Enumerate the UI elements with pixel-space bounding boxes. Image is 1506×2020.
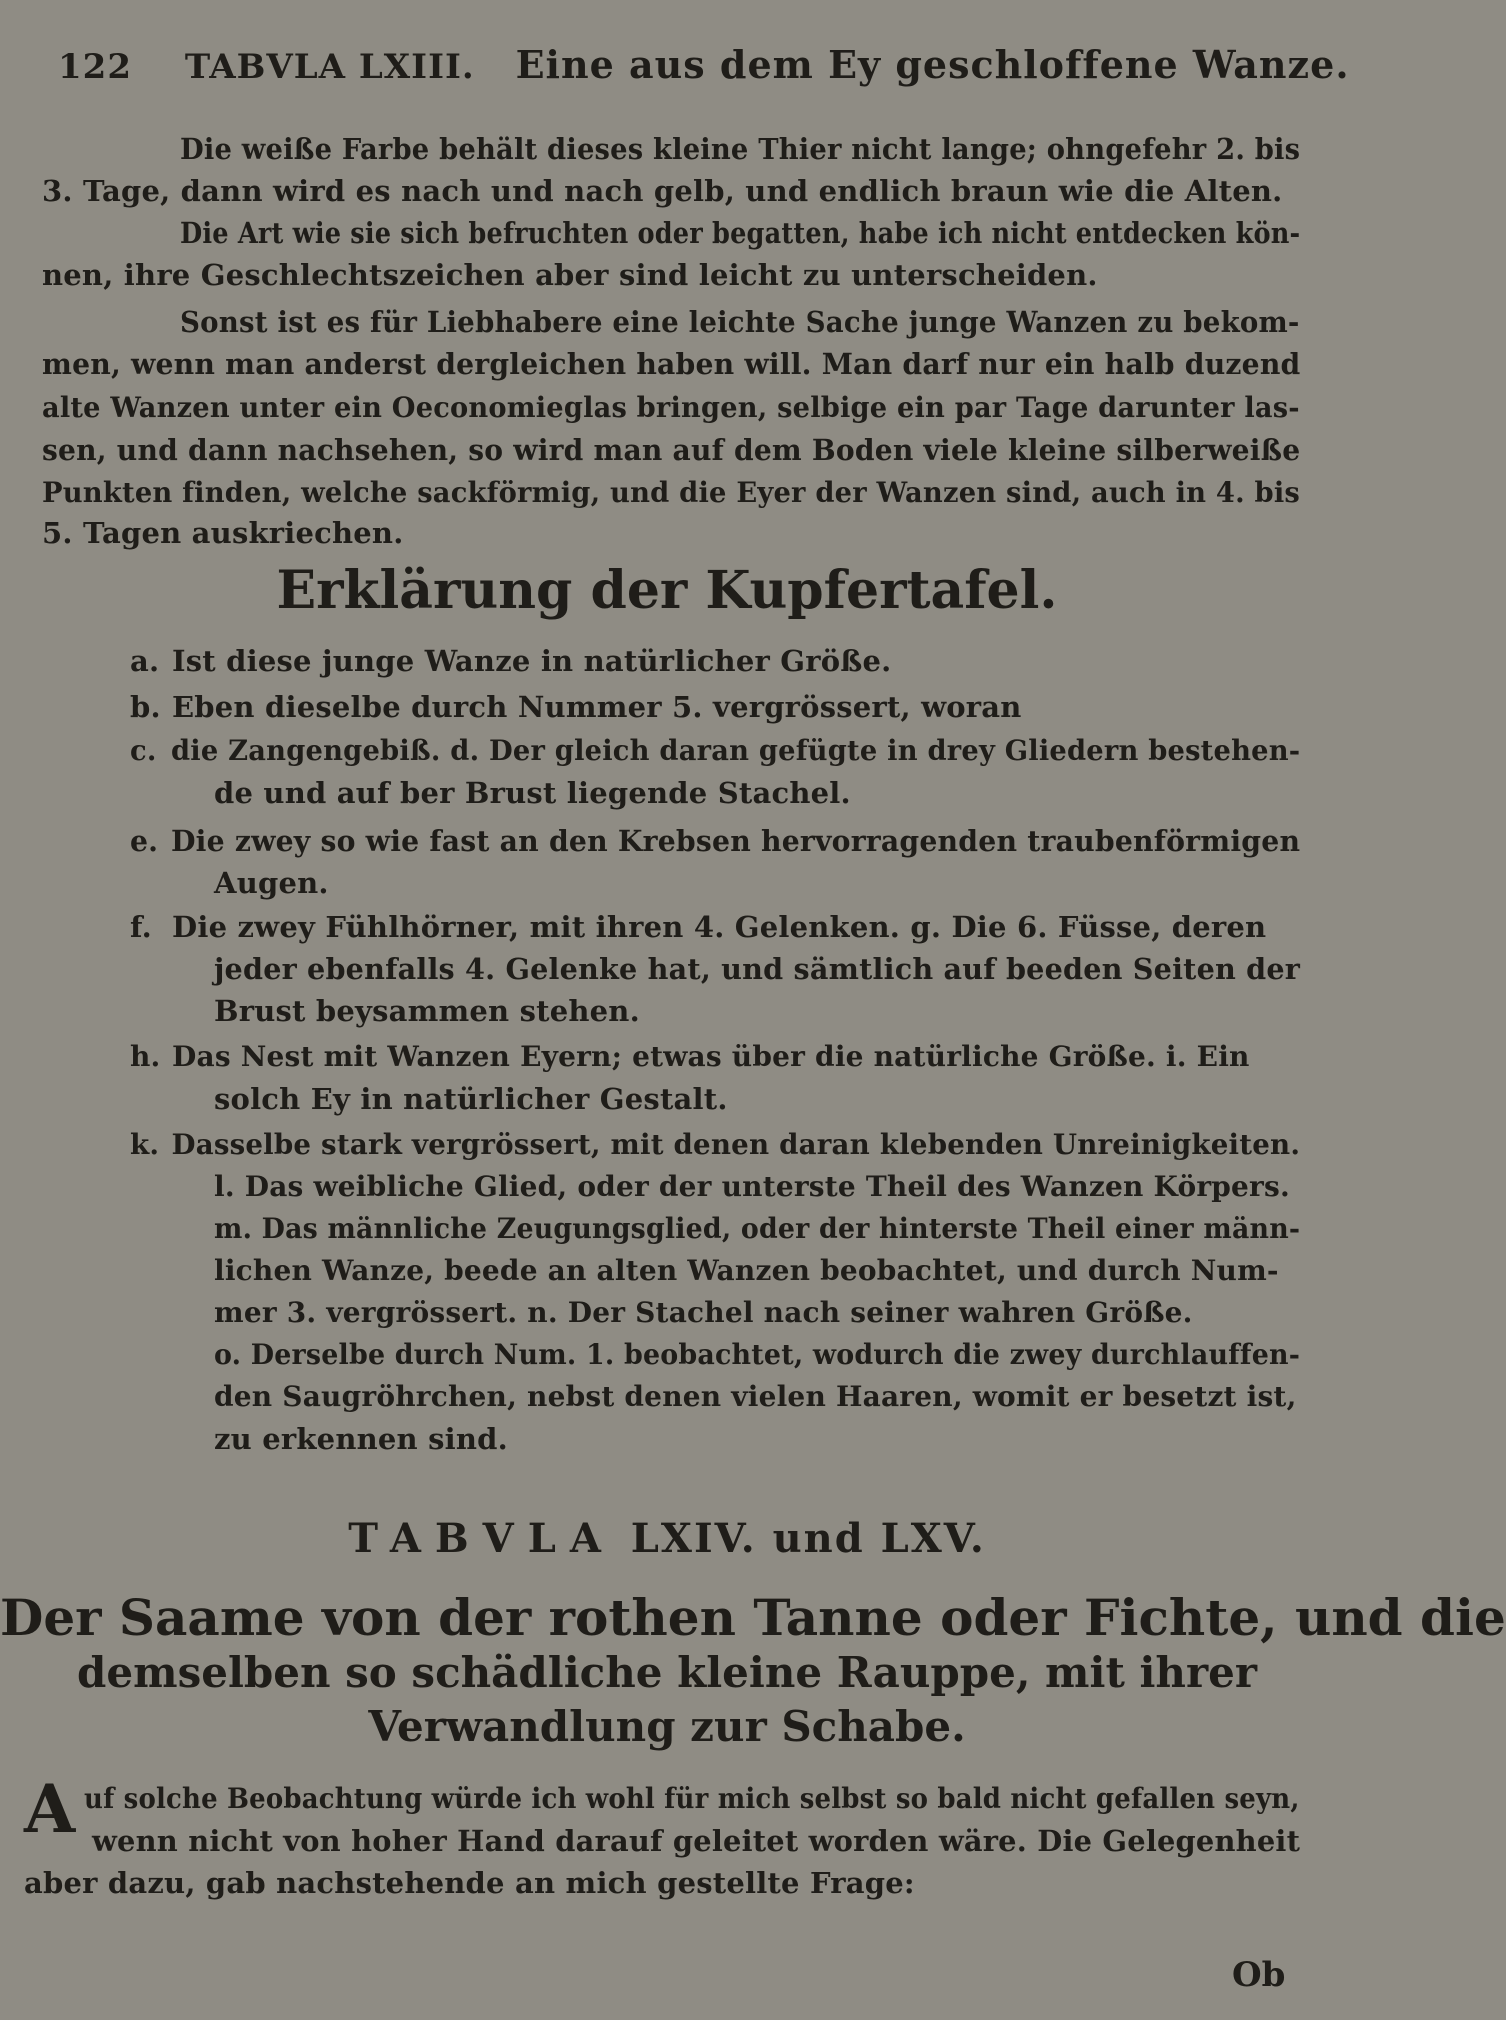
legend-text: solch Ey in natürlicher Gestalt. bbox=[214, 1082, 728, 1116]
intro-line: alte Wanzen unter ein Oeconomieglas bringen, selbige ein par Tage darunter las- bbox=[42, 391, 1300, 424]
legend-text: zu erkennen sind. bbox=[214, 1422, 508, 1456]
intro-line: nen, ihre Geschlechtszeichen aber sind leicht zu unterscheiden. bbox=[42, 258, 1098, 292]
intro-line: 5. Tagen auskriechen. bbox=[42, 516, 404, 550]
section-heading: Erklärung der Kupfertafel. bbox=[276, 560, 1058, 621]
legend-label: e. bbox=[130, 824, 159, 858]
legend-line bbox=[130, 734, 1300, 767]
catchword: Ob bbox=[1232, 1955, 1286, 1995]
legend-line bbox=[214, 1082, 728, 1116]
legend-text: Brust beysammen stehen. bbox=[214, 994, 640, 1028]
intro-line: 3. Tage, dann wird es nach und nach gelb, und endlich braun wie die Alten. bbox=[42, 174, 1283, 208]
legend-label: c. bbox=[130, 734, 157, 767]
intro-line: Die weiße Farbe behält dieses kleine Thier nicht lange; ohngefehr 2. bis bbox=[180, 132, 1301, 166]
legend-line bbox=[214, 1422, 508, 1456]
intro-line: Punkten finden, welche sackförmig, und die Eyer der Wanzen sind, auch in 4. bis bbox=[42, 476, 1301, 509]
legend-text: m. Das männliche Zeugungsglied, oder der hinterste Theil einer männ- bbox=[214, 1212, 1301, 1245]
legend-line bbox=[214, 776, 851, 810]
legend-line bbox=[130, 910, 1266, 944]
legend-line bbox=[214, 1338, 1300, 1371]
legend-text: l. Das weibliche Glied, oder der unterste Theil des Wanzen Körpers. bbox=[214, 1170, 1290, 1203]
body-line: uf solche Beobachtung würde ich wohl für mich selbst so bald nicht gefallen seyn, bbox=[84, 1782, 1300, 1815]
legend-line bbox=[214, 1170, 1290, 1203]
intro-line: Die Art wie sie sich befruchten oder begatten, habe ich nicht entdecken kön- bbox=[180, 216, 1301, 250]
page-number: 122 bbox=[58, 47, 132, 87]
legend-label: h. bbox=[130, 1040, 161, 1073]
legend-line bbox=[130, 690, 1022, 724]
section-title-line: Der Saame von der rothen Tanne oder Fichte, und die bbox=[0, 1588, 1506, 1647]
legend-text: Die zwey Fühlhörner, mit ihren 4. Gelenken. g. Die 6. Füsse, deren bbox=[172, 910, 1267, 944]
legend-line bbox=[214, 1212, 1300, 1245]
legend-text: Augen. bbox=[214, 866, 329, 900]
body-line: aber dazu, gab nachstehende an mich gestellte Frage: bbox=[24, 1866, 915, 1900]
legend-line bbox=[214, 866, 329, 900]
plate-title: Eine aus dem Ey geschloffene Wanze. bbox=[515, 42, 1350, 87]
legend-text: Die zwey so wie fast an den Krebsen hervorragenden traubenförmigen bbox=[170, 824, 1301, 858]
section-title-line: demselben so schädliche kleine Rauppe, mit ihrer bbox=[77, 1648, 1257, 1697]
body-line: wenn nicht von hoher Hand darauf geleitet worden wäre. Die Gelegenheit bbox=[92, 1824, 1301, 1858]
legend-label: a. bbox=[130, 644, 160, 678]
legend-text: den Saugröhrchen, nebst denen vielen Haaren, womit er besetzt ist, bbox=[214, 1380, 1297, 1413]
legend-text: die Zangengebiß. d. Der gleich daran gefügte in drey Gliedern bestehen- bbox=[170, 734, 1301, 767]
legend-line bbox=[130, 824, 1300, 858]
section-title-line: Verwandlung zur Schabe. bbox=[368, 1702, 966, 1751]
legend-line bbox=[214, 1380, 1297, 1413]
tabula-numbers: LXIV. und LXV. bbox=[630, 1515, 986, 1562]
legend-label: k. bbox=[130, 1128, 160, 1161]
intro-line: sen, und dann nachsehen, so wird man auf dem Boden viele kleine silberweiße bbox=[42, 433, 1301, 467]
legend-label: f. bbox=[130, 910, 152, 944]
drop-cap: A bbox=[24, 1770, 76, 1848]
legend-text: lichen Wanze, beede an alten Wanzen beobachtet, und durch Num- bbox=[214, 1254, 1279, 1287]
intro-line: men, wenn man anderst dergleichen haben will. Man darf nur ein halb duzend bbox=[42, 347, 1301, 381]
legend-text: Dasselbe stark vergrössert, mit denen daran klebenden Unreinigkeiten. bbox=[171, 1128, 1301, 1161]
legend-text: o. Derselbe durch Num. 1. beobachtet, wodurch die zwey durchlauffen- bbox=[214, 1338, 1301, 1371]
running-head bbox=[58, 42, 1350, 87]
tabula-word: TABVLA bbox=[348, 1515, 615, 1562]
legend-text: de und auf ber Brust liegende Stachel. bbox=[214, 776, 851, 810]
legend-line bbox=[130, 644, 891, 678]
intro-line: Sonst ist es für Liebhabere eine leichte Sache junge Wanzen zu bekom- bbox=[180, 305, 1300, 339]
legend-line bbox=[130, 1040, 1250, 1073]
legend-text: mer 3. vergrössert. n. Der Stachel nach seiner wahren Größe. bbox=[214, 1296, 1193, 1329]
legend-text: Eben dieselbe durch Nummer 5. vergrössert, woran bbox=[172, 690, 1022, 724]
legend-line bbox=[214, 994, 640, 1028]
tabula-label: TABVLA LXIII. bbox=[184, 47, 475, 87]
tabula-heading bbox=[0, 1515, 1334, 1562]
legend-label: b. bbox=[130, 690, 161, 724]
legend-line bbox=[214, 952, 1300, 986]
legend-text: Ist diese junge Wanze in natürlicher Größe. bbox=[172, 644, 892, 678]
legend-line bbox=[214, 1254, 1279, 1287]
legend-line bbox=[214, 1296, 1193, 1329]
legend-line bbox=[130, 1128, 1300, 1161]
legend-text: jeder ebenfalls 4. Gelenke hat, und sämtlich auf beeden Seiten der bbox=[214, 952, 1301, 986]
legend-text: Das Nest mit Wanzen Eyern; etwas über die natürliche Größe. i. Ein bbox=[172, 1040, 1250, 1073]
